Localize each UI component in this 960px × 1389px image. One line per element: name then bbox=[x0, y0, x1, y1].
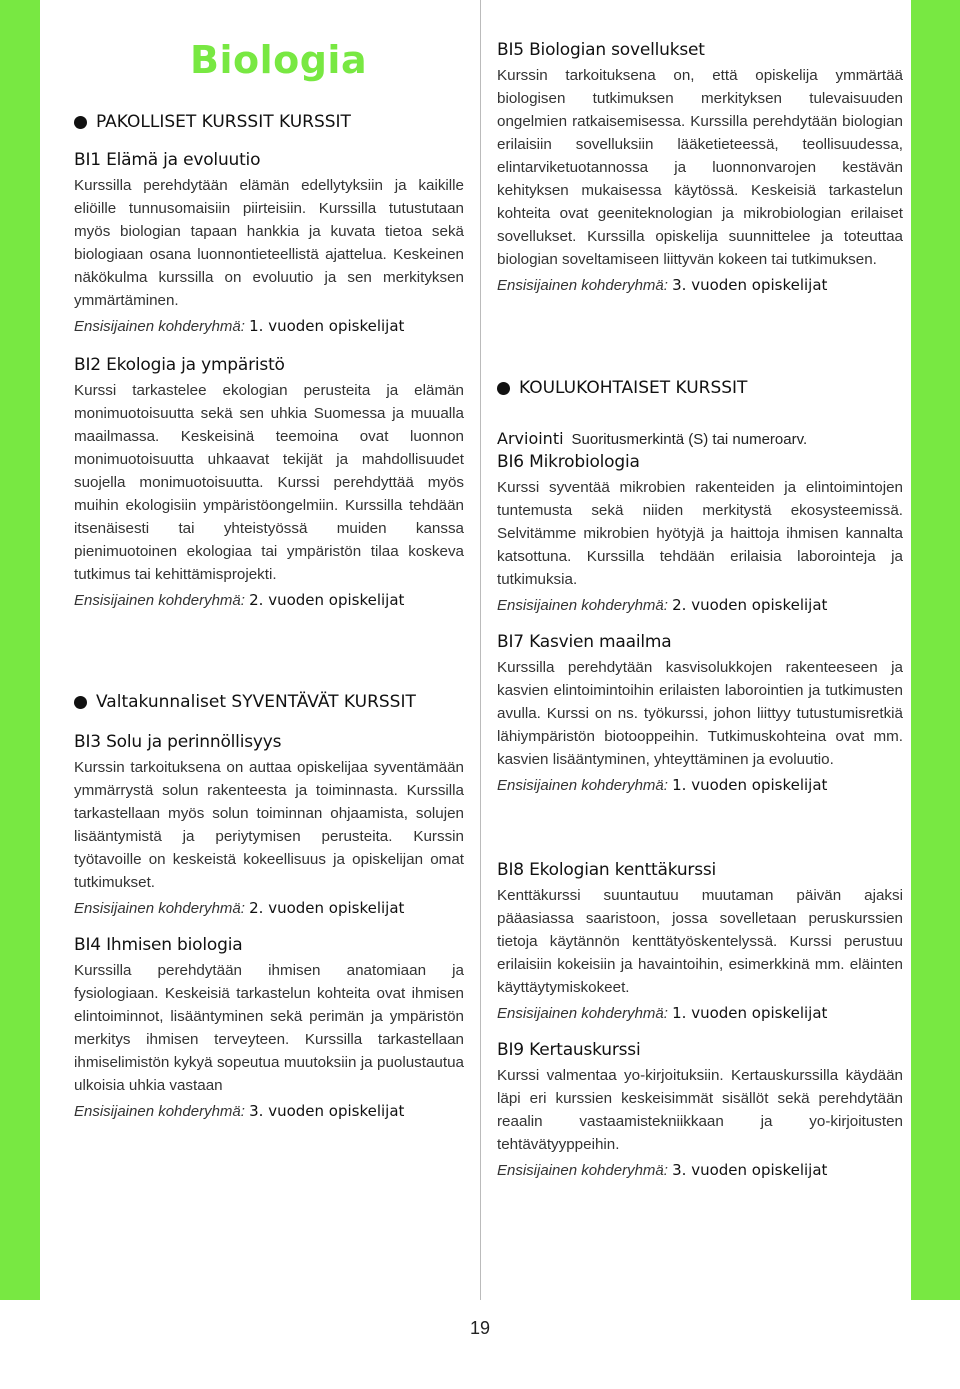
course-target: Ensisijainen kohderyhmä: 1. vuoden opiskelijat bbox=[74, 317, 405, 335]
course-target: Ensisijainen kohderyhmä: 3. vuoden opiskelijat bbox=[497, 276, 828, 294]
section-deepening bbox=[74, 692, 464, 712]
bullet-icon bbox=[497, 382, 510, 395]
page-number: 19 bbox=[469, 1318, 491, 1338]
section-heading: Valtakunnaliset SYVENTÄVÄT KURSSIT bbox=[96, 692, 416, 712]
section-school bbox=[497, 378, 903, 398]
section-mandatory bbox=[74, 112, 464, 132]
course-target: Ensisijainen kohderyhmä: 2. vuoden opiskelijat bbox=[74, 899, 405, 917]
course-description: Kurssilla perehdytään ihmisen anatomiaan ja fysiologiaan. Keskeisiä tarkastelun kohteita ovat ihmisen elintoiminnot, lisääntyminen sekä perimän ja ympäristön merkitys ihmisen terveyteen. Kurssilla tarkastellaan ihmiselimistön kykyä sopeutua muutoksiin ja puolustautua ulkoisia uhkia vastaan bbox=[74, 962, 464, 1094]
course-description: Kurssi tarkastelee ekologian perusteita ja elämän monimuotoisuutta sekä sen uhkia Suomessa ja muualla maailmassa. Keskeisinä teemoina ovat luonnon monimuotoisuutta uhkaavat tekijät ja mahdollisuudet suojella monimuotoisuutta. Kurssi perehdyttää myös muihin ekologisiin ympäristöongelmiin. Kurssilla tehdään itsenäisesti tai yhteistyössä muiden kanssa pienimuotoinen ekologiaa tai ympäristön tilaa koskeva tutkimus tai kehittämisprojekti. bbox=[74, 382, 464, 583]
right-panel bbox=[480, 0, 911, 1300]
course-bi9 bbox=[497, 1040, 903, 1183]
course-bi4 bbox=[74, 935, 464, 1124]
assessment-label: Arviointi bbox=[497, 429, 564, 448]
course-description: Kurssilla perehdytään elämän edellytyksiin ja kaikille eliöille tunnusomaisiin piirteisiin. Kurssilla tutustutaan myös biologian tapaan hankkia ja kuvata tietoa sekä biologiaan osana luonnontieteellistä ajattelua. Keskeinen näkökulma kurssilla on evoluutio ja sen merkityksen ymmärtäminen. bbox=[74, 177, 464, 309]
course-target: Ensisijainen kohderyhmä: 1. vuoden opiskelijat bbox=[497, 776, 828, 794]
course-description: Kurssi valmentaa yo-kirjoituksiin. Kertauskurssilla käydään läpi eri kurssien keskeisimmät sisällöt sekä perehdytään reaalin vastaamistekniikkaan ja yo-kirjoitusten tehtävätyyppeihin. bbox=[497, 1067, 903, 1153]
course-bi5 bbox=[497, 40, 903, 298]
course-bi3 bbox=[74, 732, 464, 921]
right-column-border bbox=[480, 0, 960, 1300]
course-target: Ensisijainen kohderyhmä: 3. vuoden opiskelijat bbox=[497, 1161, 828, 1179]
course-title: BI8 Ekologian kenttäkurssi bbox=[497, 860, 717, 880]
course-description: Kenttäkurssi suuntautuu muutaman päivän ajaksi pääasiassa saaristoon, jossa sovelletaan peruskurssien tietoja käytännön kenttätyöskentelyssä. Kurssi perustuu erilaisiin kokeisiin ja havaintoihin, esimerkkinä mm. eläinten käyttäytymiskokeet. bbox=[497, 887, 903, 996]
left-column-border bbox=[0, 0, 480, 1300]
course-title: BI4 Ihmisen biologia bbox=[74, 935, 243, 955]
left-panel bbox=[40, 0, 480, 1300]
course-title: BI9 Kertauskurssi bbox=[497, 1040, 641, 1060]
course-bi1 bbox=[74, 150, 464, 339]
course-description: Kurssin tarkoituksena on, että opiskelija ymmärtää biologisen tutkimuksen merkityksen tulevaisuuden ongelmien ratkaisemisessa. Kurssilla perehdytään biologian erilaisiin sovelluksiin lääketieteessä, teollisuudessa, elintarviketuotannossa ja luonnonvarojen kestävän kehityksen mukaisessa käytössä. Keskeisiä tarkastelun kohteita ovat geeniteknologian ja mikrobiologian erilaiset sovellukset. Kurssilla opiskelija suunnittelee ja toteuttaa biologian soveltamiseen liittyvän kokeen tai tutkimuksen. bbox=[497, 67, 903, 268]
course-bi6 bbox=[497, 452, 903, 618]
section-heading: KOULUKOHTAISET KURSSIT bbox=[519, 378, 748, 398]
course-description: Kurssi syventää mikrobien rakenteiden ja elintoimintojen tuntemusta sekä niiden merkitystä ekosysteemissä. Selvitämme mikrobien hyötyjä ja haittoja ihmisen kannalta katsottuna. Kurssilla tehdään erilaisia laborointeja ja tutkimuksia. bbox=[497, 479, 903, 588]
course-target: Ensisijainen kohderyhmä: 2. vuoden opiskelijat bbox=[497, 596, 828, 614]
bullet-icon bbox=[74, 696, 87, 709]
page-title: Biologia bbox=[190, 38, 368, 82]
course-title: BI2 Ekologia ja ympäristö bbox=[74, 355, 285, 375]
course-target: Ensisijainen kohderyhmä: 2. vuoden opiskelijat bbox=[74, 591, 405, 609]
section-heading: PAKOLLISET KURSSIT KURSSIT bbox=[96, 112, 351, 132]
bullet-icon bbox=[74, 116, 87, 129]
course-title: BI1 Elämä ja evoluutio bbox=[74, 150, 261, 170]
course-description: Kurssilla perehdytään kasvisolukkojen rakenteeseen ja kasvien elintoimintoihin erilaisten laborointien ja tutkimusten avulla. Kurssi on ns. työkurssi, johon liittyy tutustumisretkiä lähiympäristön biotooppeihin. Tutkimuskohteina ovat mm. kasvien lisääntyminen, yhteyttäminen ja evoluutio. bbox=[497, 659, 903, 768]
course-title: BI5 Biologian sovellukset bbox=[497, 40, 705, 60]
course-title: BI7 Kasvien maailma bbox=[497, 632, 672, 652]
course-title: BI6 Mikrobiologia bbox=[497, 452, 640, 472]
course-target: Ensisijainen kohderyhmä: 1. vuoden opiskelijat bbox=[497, 1004, 828, 1022]
course-bi2 bbox=[74, 355, 464, 613]
course-bi7 bbox=[497, 632, 903, 798]
course-bi8 bbox=[497, 860, 903, 1026]
course-title: BI3 Solu ja perinnöllisyys bbox=[74, 732, 282, 752]
course-target: Ensisijainen kohderyhmä: 3. vuoden opiskelijat bbox=[74, 1102, 405, 1120]
course-description: Kurssin tarkoituksena on auttaa opiskelijaa syventämään ymmärrystä solun rakenteesta ja toiminnasta. Kurssilla tarkastellaan myös solun toiminnan ohjaamista, solujen lisääntymistä ja periytymisen perusteita. Kurssin työtavoille on keskeistä kokeellisuus ja opiskelijan omat tutkimukset. bbox=[74, 759, 464, 891]
assessment-value: Suoritusmerkintä (S) tai numeroarv. bbox=[571, 431, 808, 448]
